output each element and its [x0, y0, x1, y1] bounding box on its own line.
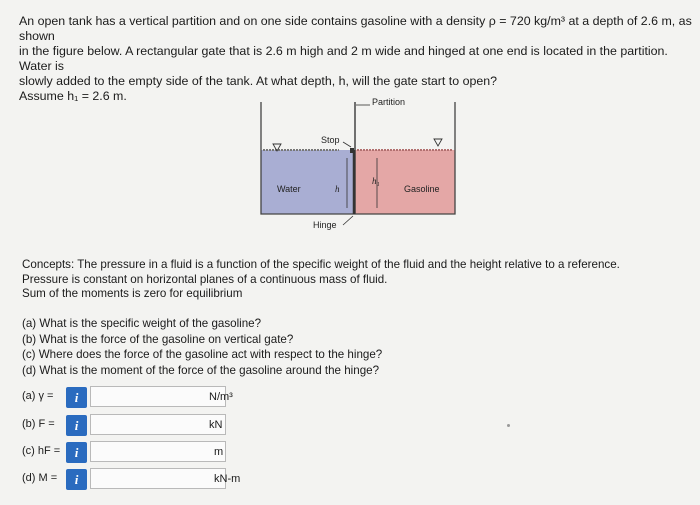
answer-input-c[interactable]: [90, 441, 226, 462]
partition-label: Partition: [372, 97, 406, 107]
info-icon[interactable]: i: [66, 442, 87, 463]
concepts-line: Pressure is constant on horizontal planes of a continuous mass of fluid.: [22, 272, 388, 286]
problem-line: An open tank has a vertical partition and on one side contains gasoline with a density ρ = 720 kg/m³ at a depth of 2.6 m, as shown: [19, 14, 692, 43]
problem-statement: [19, 14, 695, 104]
concepts-line: Concepts: The pressure in a fluid is a function of the specific weight of the fluid and the height relative to a reference.: [22, 258, 620, 271]
concepts-block: [22, 258, 682, 302]
hinge-leader: [343, 216, 353, 225]
question-item: (c) Where does the force of the gasoline act with respect to the hinge?: [22, 348, 383, 361]
unit-label: kN-m: [214, 473, 241, 485]
question-item: (b) What is the force of the gasoline on vertical gate?: [22, 332, 294, 346]
answer-input-d[interactable]: [90, 468, 226, 489]
problem-line: slowly added to the empty side of the tank. At what depth, h, will the gate start to open?: [19, 74, 498, 88]
info-icon[interactable]: i: [66, 469, 87, 490]
stop-block: [350, 148, 354, 153]
tank-figure: [255, 92, 465, 232]
answer-input-a[interactable]: [90, 386, 226, 407]
answer-input-b[interactable]: [90, 414, 226, 435]
gasoline-region: [355, 150, 455, 214]
hinge-label: Hinge: [313, 220, 337, 230]
answer-label: (b) F =: [22, 418, 55, 430]
stop-leader: [343, 142, 351, 147]
question-item: (a) What is the specific weight of the gasoline?: [22, 317, 262, 330]
info-icon[interactable]: i: [66, 387, 87, 408]
unit-label: m: [214, 446, 224, 458]
answer-label: (c) hF =: [22, 445, 61, 457]
water-label: Water: [277, 184, 301, 194]
answer-label: (d) M =: [22, 472, 58, 484]
stray-dot: [507, 424, 510, 427]
stop-label: Stop: [321, 135, 340, 145]
water-region: [261, 150, 353, 214]
questions-list: [22, 316, 442, 378]
problem-line: in the figure below. A rectangular gate that is 2.6 m high and 2 m wide and hinged at one end is located in the partition. Water is: [19, 44, 668, 73]
gasoline-label: Gasoline: [404, 184, 440, 194]
problem-line: Assume h₁ = 2.6 m.: [19, 89, 127, 103]
question-item: (d) What is the moment of the force of the gasoline around the hinge?: [22, 363, 380, 377]
h1-label: h₁: [372, 176, 380, 186]
concepts-line: Sum of the moments is zero for equilibrium: [22, 287, 243, 300]
info-icon[interactable]: i: [66, 415, 87, 436]
gasoline-level-icon: [434, 139, 442, 146]
unit-label: N/m³: [209, 391, 233, 403]
h-label: h: [335, 184, 340, 194]
unit-label: kN: [209, 419, 223, 431]
answer-label: (a) γ =: [22, 390, 54, 402]
